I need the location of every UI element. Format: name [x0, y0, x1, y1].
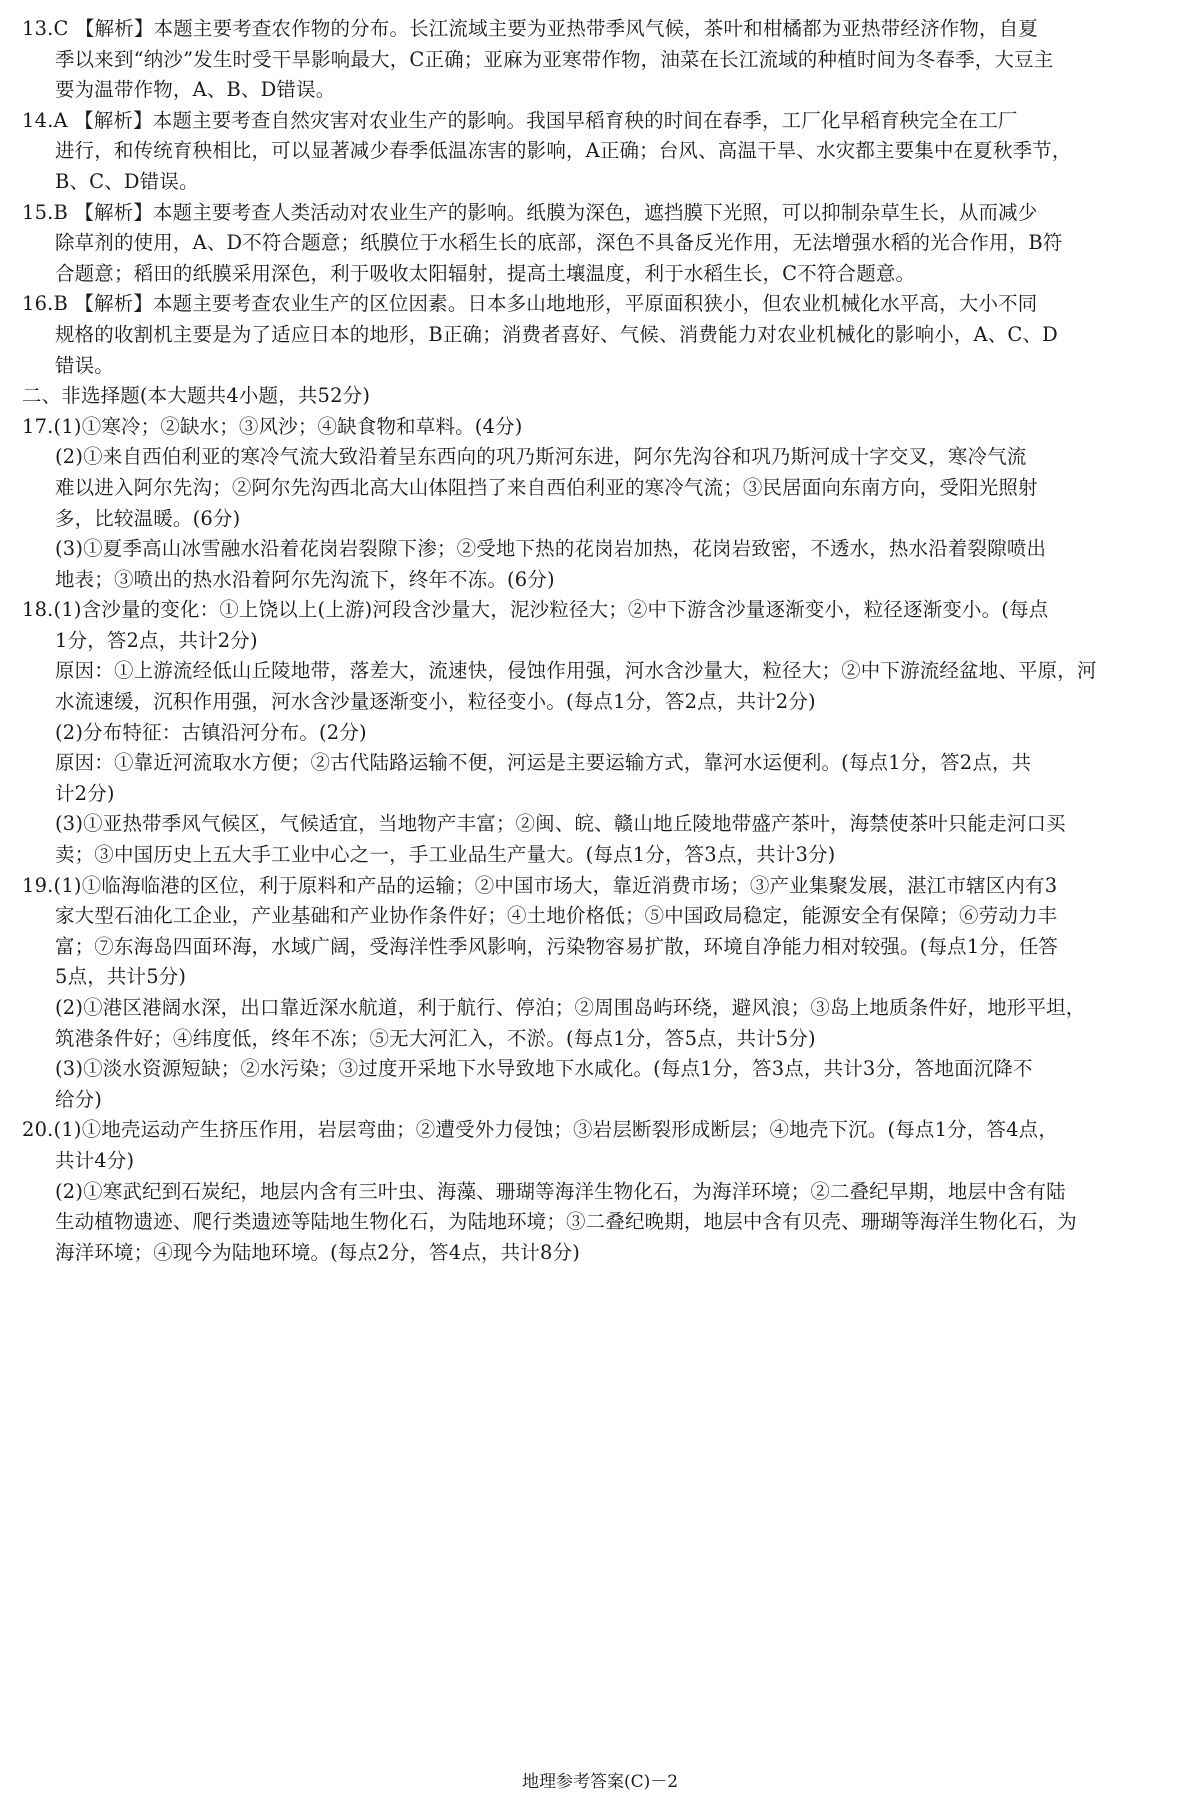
text-line: (2)①来自西伯利亚的寒冷气流大致沿着呈东西向的巩乃斯河东进，阿尔先沟谷和巩乃斯河成十字交叉，寒冷气流 [55, 445, 1027, 469]
text-line: (2)①寒武纪到石炭纪，地层内含有三叶虫、海藻、珊瑚等海洋生物化石，为海洋环境；②二叠纪早期，地层中含有陆 [55, 1179, 1066, 1203]
text-line: 5点，共计5分) [55, 965, 187, 989]
text-line: 给分) [55, 1087, 103, 1111]
text-line: 共计4分) [55, 1148, 135, 1172]
page-footer: 地理参考答案(C)－2 [521, 1772, 679, 1792]
text-line: 卖；③中国历史上五大手工业中心之一，手工业品生产量大。(每点1分，答3点，共计3分) [55, 843, 836, 867]
text-line: 13.C 【解析】本题主要考查农作物的分布。长江流域主要为亚热带季风气候，茶叶和柑橘都为亚热带经济作物，自夏 [22, 17, 1039, 40]
text-line: 地表；③喷出的热水沿着阿尔先沟流下，终年不冻。(6分) [55, 567, 555, 591]
text-line: 家大型石油化工企业，产业基础和产业协作条件好；④土地价格低；⑤中国政局稳定，能源安全有保障；⑥劳动力丰 [55, 904, 1058, 928]
text-line: 14.A 【解析】本题主要考查自然灾害对农业生产的影响。我国早稻育秧的时间在春季，工厂化早稻育秧完全在工厂 [22, 108, 1018, 132]
text-line: 1分，答2点，共计2分) [55, 628, 258, 652]
text-line: 18.(1)含沙量的变化：①上饶以上(上游)河段含沙量大，泥沙粒径大；②中下游含沙量逐渐变小，粒径逐渐变小。(每点 [22, 598, 1049, 622]
text-line: 原因：①靠近河流取水方便；②古代陆路运输不便，河运是主要运输方式，靠河水运便利。(每点1分，答2点，共 [55, 751, 1032, 775]
text-line: B、C、D错误。 [55, 169, 199, 193]
text-line: 筑港条件好；④纬度低，终年不冻；⑤无大河汇入，不淤。(每点1分，答5点，共计5分) [55, 1026, 816, 1050]
text-line: 计2分) [55, 781, 115, 805]
text-line: 二、非选择题(本大题共4小题，共52分) [22, 384, 371, 408]
text-line: 19.(1)①临海临港的区位，利于原料和产品的运输；②中国市场大，靠近消费市场；③产业集聚发展，湛江市辖区内有3 [22, 873, 1058, 897]
answer-text-body [22, 14, 1180, 1268]
text-line: 错误。 [55, 353, 114, 377]
text-line: 季以来到“纳沙”发生时受干旱影响最大，C正确；亚麻为亚寒带作物，油菜在长江流域的种植时间为冬春季，大豆主 [55, 47, 1054, 71]
text-line: 多，比较温暖。(6分) [55, 506, 241, 530]
text-line: (2)①港区港阔水深，出口靠近深水航道，利于航行、停泊；②周围岛屿环绕，避风浪；③岛上地质条件好，地形平坦， [55, 996, 1086, 1019]
text-line: 15.B 【解析】本题主要考查人类活动对农业生产的影响。纸膜为深色，遮挡膜下光照，可以抑制杂草生长，从而减少 [22, 200, 1038, 224]
text-line: 原因：①上游流经低山丘陵地带，落差大，流速快，侵蚀作用强，河水含沙量大，粒径大；②中下游流经盆地、平原，河 [55, 659, 1097, 683]
text-line: 海洋环境；④现今为陆地环境。(每点2分，答4点，共计8分) [55, 1240, 580, 1264]
text-line: 除草剂的使用，A、D不符合题意；纸膜位于水稻生长的底部，深色不具备反光作用，无法增强水稻的光合作用，B符 [55, 231, 1063, 255]
text-line: (2)分布特征：古镇沿河分布。(2分) [55, 720, 367, 744]
text-line: (3)①夏季高山冰雪融水沿着花岗岩裂隙下渗；②受地下热的花岗岩加热，花岗岩致密，不透水，热水沿着裂隙喷出 [55, 537, 1047, 561]
text-line: 要为温带作物，A、B、D错误。 [55, 78, 336, 102]
text-line: 16.B 【解析】本题主要考查农业生产的区位因素。日本多山地地形，平原面积狭小，但农业机械化水平高，大小不同 [22, 292, 1038, 316]
text-line: 20.(1)①地壳运动产生挤压作用，岩层弯曲；②遭受外力侵蚀；③岩层断裂形成断层；④地壳下沉。(每点1分，答4点， [22, 1118, 1058, 1142]
text-line: 进行，和传统育秧相比，可以显著减少春季低温冻害的影响，A正确；台风、高温干旱、水灾都主要集中在夏秋季节， [55, 139, 1072, 163]
text-line: 合题意；稻田的纸膜采用深色，利于吸收太阳辐射，提高土壤温度，利于水稻生长，C不符合题意。 [55, 261, 916, 285]
text-line: 富；⑦东海岛四面环海，水域广阔，受海洋性季风影响，污染物容易扩散，环境自净能力相对较强。(每点1分，任答 [55, 934, 1059, 958]
text-line: 17.(1)①寒冷；②缺水；③风沙；④缺食物和草料。(4分) [22, 414, 523, 438]
text-line: (3)①淡水资源短缺；②水污染；③过度开采地下水导致地下水咸化。(每点1分，答3点，共计3分，答地面沉降不 [55, 1057, 1033, 1081]
text-line: 水流速缓，沉积作用强，河水含沙量逐渐变小，粒径变小。(每点1分，答2点，共计2分) [55, 690, 816, 714]
text-line: 难以进入阿尔先沟；②阿尔先沟西北高大山体阻挡了来自西伯利亚的寒冷气流；③民居面向东南方向，受阳光照射 [55, 475, 1038, 499]
text-line: (3)①亚热带季风气候区，气候适宜，当地物产丰富；②闽、皖、赣山地丘陵地带盛产茶叶，海禁使茶叶只能走河口买 [55, 812, 1066, 836]
text-line: 规格的收割机主要是为了适应日本的地形，B正确；消费者喜好、气候、消费能力对农业机械化的影响小，A、C、D [55, 322, 1058, 346]
text-line: 生动植物遗迹、爬行类遗迹等陆地生物化石，为陆地环境；③二叠纪晚期，地层中含有贝壳、珊瑚等海洋生物化石，为 [55, 1210, 1077, 1234]
